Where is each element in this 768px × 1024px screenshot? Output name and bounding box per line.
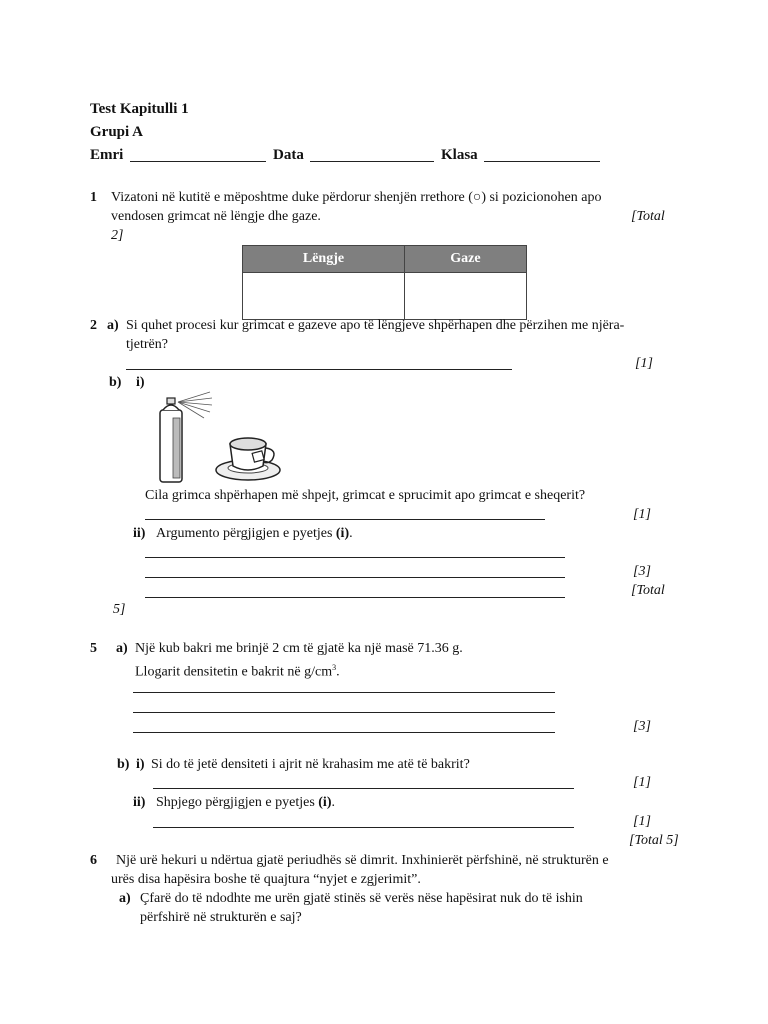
q5-total: [Total 5] [629, 833, 679, 848]
q5a-answer-line-2[interactable] [133, 712, 555, 713]
q2a-text-line2: tjetrën? [126, 337, 168, 352]
q5-number: 5 [90, 641, 97, 656]
q5a-mark: [3] [633, 719, 651, 734]
q2a-mark: [1] [635, 356, 653, 371]
q1-answer-table [242, 245, 527, 320]
q1-total-b: 2] [111, 228, 124, 243]
q6-number: 6 [90, 853, 97, 868]
q2bi-question: Cila grimca shpërhapen më shpejt, grimcat e sprucimit apo grimcat e sheqerit? [145, 488, 586, 503]
q6-text-line1: Një urë hekuri u ndërtua gjatë periudhës së dimrit. Inxhinierët përfshinë, në strukturën e [116, 853, 609, 868]
q6a-text-line2: përfshirë në strukturën e saj? [140, 910, 302, 925]
q5a-answer-line-1[interactable] [133, 692, 555, 693]
q2-number: 2 [90, 318, 97, 333]
q2a-label: a) [107, 318, 119, 333]
q5a-label: a) [116, 641, 128, 656]
class-blank[interactable] [484, 161, 600, 162]
q2bii-answer-line-2[interactable] [145, 577, 565, 578]
q2-total-b: 5] [113, 602, 126, 617]
table-header-gases: Gaze [404, 246, 526, 273]
q5bi-mark: [1] [633, 775, 651, 790]
q2bi-mark: [1] [633, 507, 651, 522]
q5bi-answer-line[interactable] [153, 788, 574, 789]
date-blank[interactable] [310, 161, 434, 162]
q2bi-label: i) [136, 375, 145, 390]
name-blank[interactable] [130, 161, 266, 162]
liquids-drawing-box[interactable] [243, 273, 405, 320]
spray-and-cup-illustration [150, 388, 290, 488]
q2a-answer-line[interactable] [126, 369, 512, 370]
q2a-text-line1: Si quhet procesi kur grimcat e gazeve apo të lëngjeve shpërhapen dhe përzihen me njëra- [126, 318, 625, 333]
q5bii-answer-line[interactable] [153, 827, 574, 828]
class-label: Klasa [441, 147, 478, 163]
q1-text-line2: vendosen grimcat në lëngje dhe gaze. [111, 209, 321, 224]
q6a-label: a) [119, 891, 131, 906]
group-label: Grupi A [90, 124, 143, 140]
q5a-text-line1: Një kub bakri me brinjë 2 cm të gjatë ka një masë 71.36 g. [135, 641, 463, 656]
q5a-text-line2: Llogarit densitetin e bakrit në $g/cm^3$. [135, 663, 340, 680]
table-header-liquids: Lëngje [243, 246, 405, 273]
q1-number: 1 [90, 190, 97, 205]
q5bii-mark: [1] [633, 814, 651, 829]
q5bi-text: Si do të jetë densiteti i ajrit në krahasim me atë të bakrit? [151, 757, 470, 772]
q2b-label: b) [109, 375, 122, 390]
q2bi-answer-line[interactable] [145, 519, 545, 520]
q2bii-answer-line-3[interactable] [145, 597, 565, 598]
q2bii-text: Argumento përgjigjen e pyetjes (i). [156, 526, 353, 541]
q2bii-label: ii) [133, 526, 146, 541]
q2bii-answer-line-1[interactable] [145, 557, 565, 558]
q6a-text-line1: Çfarë do të ndodhte me urën gjatë stinës së verës nëse hapësirat nuk do të ishin [140, 891, 583, 906]
q6-text-line2: urës disa hapësira boshe të quajtura “nyjet e zgjerimit”. [111, 872, 421, 887]
q2bii-mark: [3] [633, 564, 651, 579]
q5a-answer-line-3[interactable] [133, 732, 555, 733]
q1-total-a: [Total [631, 209, 665, 224]
date-label: Data [273, 147, 304, 163]
spray-can-icon [160, 392, 212, 482]
q5b-label: b) [117, 757, 130, 772]
name-label: Emri [90, 147, 124, 163]
page-title: Test Kapitulli 1 [90, 101, 189, 117]
q5bi-label: i) [136, 757, 145, 772]
q1-text-line1: Vizatoni në kutitë e mëposhtme duke përdorur shenjën rrethore (○) si pozicionohen apo [111, 190, 602, 205]
gases-drawing-box[interactable] [404, 273, 526, 320]
tea-cup-icon [216, 438, 280, 480]
q2-total-a: [Total [631, 583, 665, 598]
q5bii-text: Shpjego përgjigjen e pyetjes (i). [156, 795, 335, 810]
q5bii-label: ii) [133, 795, 146, 810]
